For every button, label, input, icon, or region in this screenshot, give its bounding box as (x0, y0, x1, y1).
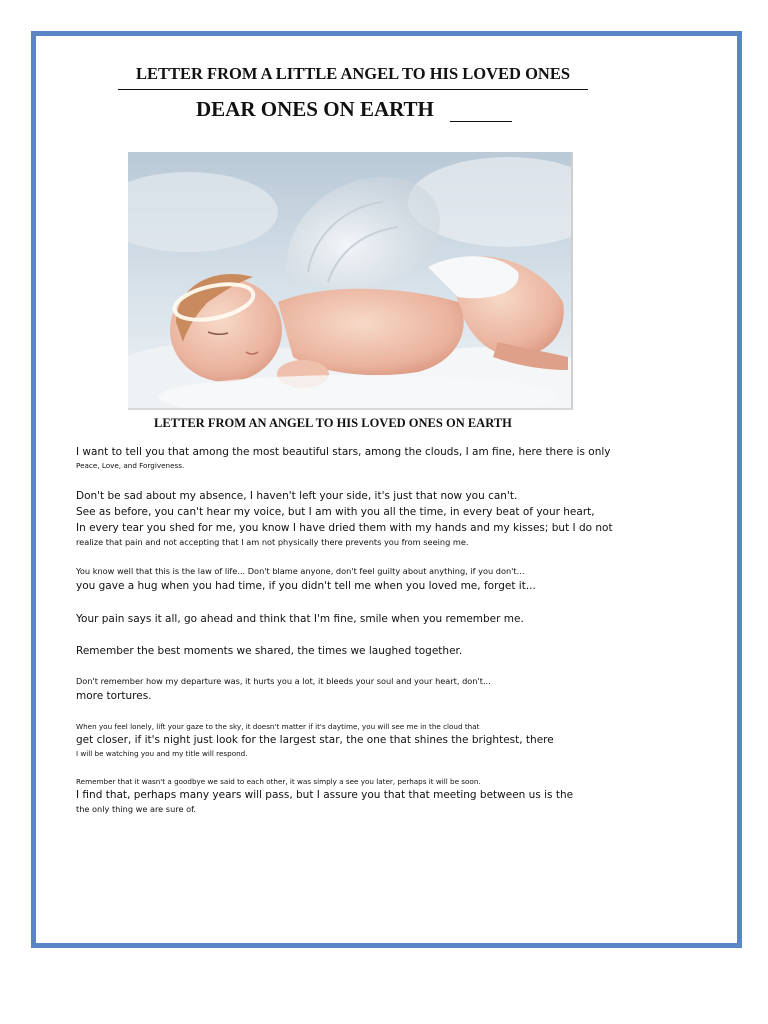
body-line: the only thing we are sure of. (76, 804, 196, 814)
sleeping-angel-baby-photo (128, 152, 573, 410)
photo-caption: LETTER FROM AN ANGEL TO HIS LOVED ONES ON EARTH (154, 416, 512, 430)
body-line: Remember the best moments we shared, the times we laughed together. (76, 645, 463, 657)
body-line: You know well that this is the law of life... Don't blame anyone, don't feel guilty about anything, if you don't... (76, 566, 525, 576)
subheading-underline (450, 121, 512, 122)
body-line: When you feel lonely, lift your gaze to the sky, it doesn't matter if it's daytime, you will see me in the cloud that (76, 722, 480, 731)
body-line: I will be watching you and my title will respond. (76, 749, 248, 758)
body-line: more tortures. (76, 690, 152, 702)
letter-heading: LETTER FROM A LITTLE ANGEL TO HIS LOVED ONES (118, 64, 588, 90)
body-line: Peace, Love, and Forgiveness. (76, 461, 185, 470)
letter-subheading: DEAR ONES ON EARTH (196, 97, 434, 121)
body-line: In every tear you shed for me, you know I have dried them with my hands and my kisses; but I do not (76, 522, 613, 534)
body-line: I find that, perhaps many years will pass, but I assure you that that meeting between us is the (76, 789, 574, 801)
body-line: See as before, you can't hear my voice, but I am with you all the time, in every beat of your heart, (76, 506, 595, 518)
body-line: realize that pain and not accepting that I am not physically there prevents you from seeing me. (76, 537, 469, 547)
letter-body (76, 444, 636, 816)
body-line: I want to tell you that among the most beautiful stars, among the clouds, I am fine, here there is only (76, 446, 611, 458)
body-line: you gave a hug when you had time, if you didn't tell me when you loved me, forget it... (76, 580, 536, 592)
body-line: Your pain says it all, go ahead and think that I'm fine, smile when you remember me. (76, 613, 524, 625)
body-line: Don't remember how my departure was, it hurts you a lot, it bleeds your soul and your heart, don't... (76, 676, 491, 686)
body-line: Remember that it wasn't a goodbye we said to each other, it was simply a see you later, perhaps it will be soon. (76, 777, 481, 786)
body-line: Don't be sad about my absence, I haven't left your side, it's just that now you can't. (76, 490, 518, 502)
body-line: get closer, if it's night just look for the largest star, the one that shines the brightest, there (76, 734, 554, 746)
